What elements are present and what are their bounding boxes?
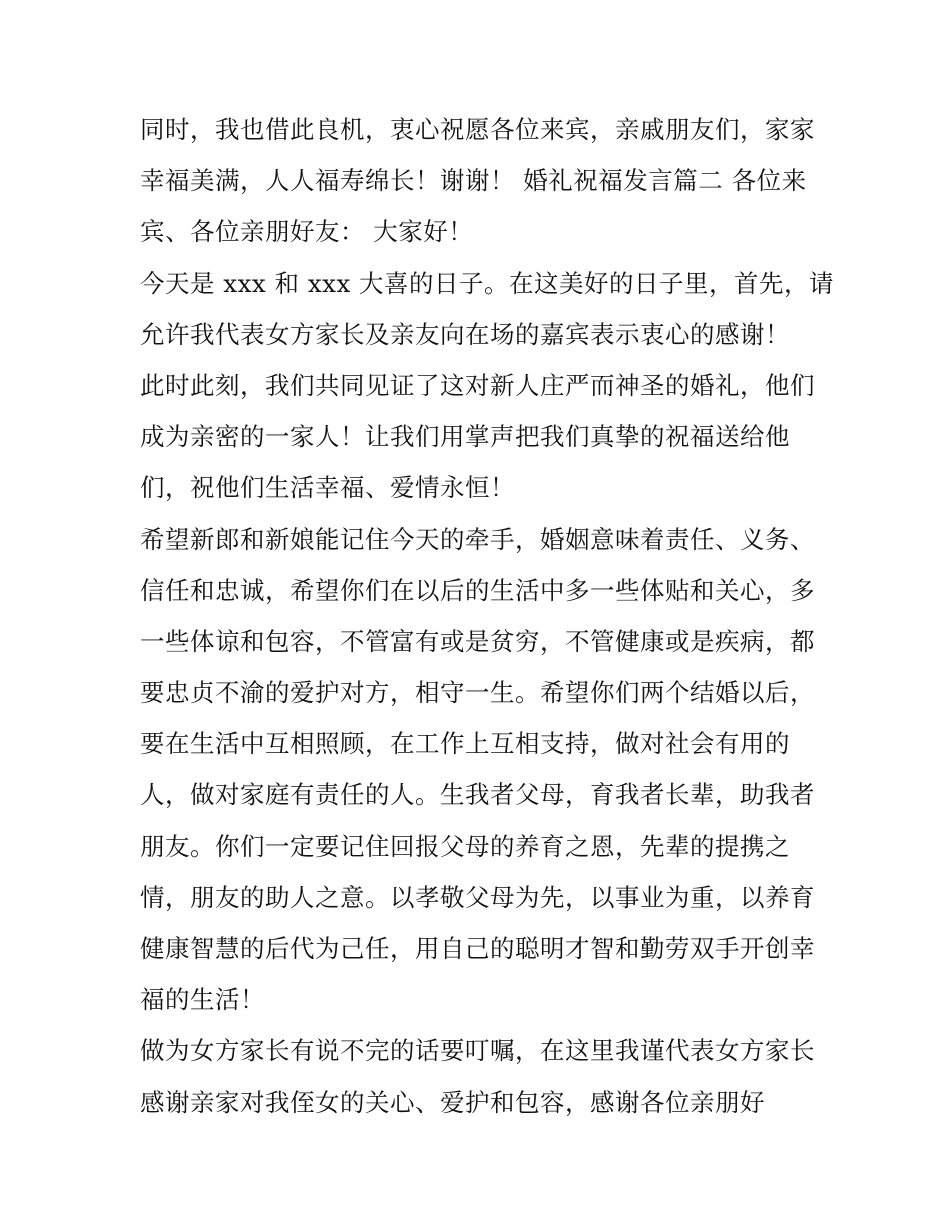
text-line: 人，做对家庭有责任的人。生我者父母，育我者长辈，助我者 [140,780,815,810]
text-line: 此时此刻，我们共同见证了这对新人庄严而神圣的婚礼，他们 [140,370,815,400]
text-line: 成为亲密的一家人！让我们用掌声把我们真挚的祝福送给他 [140,422,790,452]
text-line: 健康智慧的后代为己任，用自己的聪明才智和勤劳双手开创幸 [140,934,815,963]
text-line: 今天是 xxx 和 xxx 大喜的日子。在这美好的日子里，首先，请 [140,268,835,298]
text-line: 情，朋友的助人之意。以孝敬父母为先，以事业为重，以养育 [140,882,815,912]
text-line: 朋友。你们一定要记住回报父母的养育之恩，先辈的提携之 [140,831,790,861]
text-line: 做为女方家长有说不完的话要叮嘱，在这里我谨代表女方家长 [140,1036,815,1066]
text-line: 宾、各位亲朋好友： 大家好！ [140,217,474,247]
text-line: 幸福美满，人人福寿绵长！谢谢！ 婚礼祝福发言篇二 各位来 [140,166,807,196]
text-line: 希望新郎和新娘能记住今天的牵手，婚姻意味着责任、义务、 [140,524,815,554]
text-line: 感谢亲家对我侄女的关心、爱护和包容，感谢各位亲朋好 [140,1087,765,1117]
text-line: 一些体谅和包容，不管富有或是贫穷，不管健康或是疾病，都 [140,626,815,656]
document-body [140,104,835,1128]
text-line: 们，祝他们生活幸福、爱情永恒！ [140,473,515,503]
text-line: 要在生活中互相照顾，在工作上互相支持，做对社会有用的 [140,729,790,759]
text-line: 同时，我也借此良机，衷心祝愿各位来宾，亲戚朋友们，家家 [140,115,815,144]
text-line: 信任和忠诚，希望你们在以后的生活中多一些体贴和关心，多 [140,575,815,605]
text-line: 要忠贞不渝的爱护对方，相守一生。希望你们两个结婚以后， [140,678,815,708]
text-line: 福的生活！ [140,985,265,1015]
text-line: 允许我代表女方家长及亲友向在场的嘉宾表示衷心的感谢！ [140,319,790,349]
